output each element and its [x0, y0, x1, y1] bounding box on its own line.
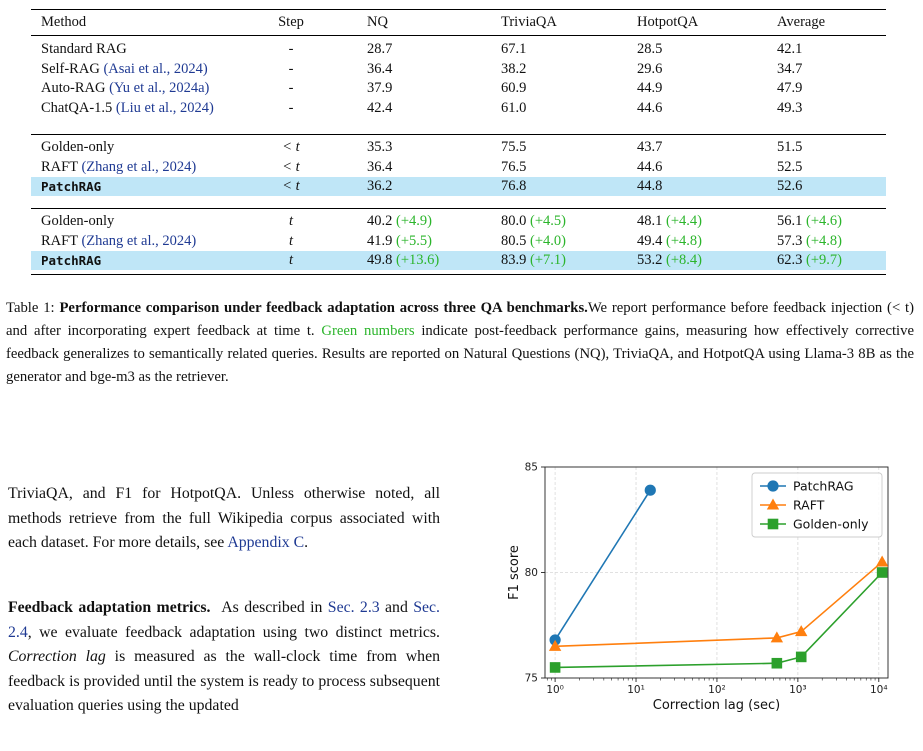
header-nq: NQ: [367, 14, 388, 30]
average-value: 42.1: [777, 41, 803, 57]
nq-value: 40.2: [367, 213, 393, 229]
triviaqa-value: 61.0: [501, 99, 527, 116]
hotpotqa-cell: [637, 251, 702, 270]
nq-cell: [367, 232, 432, 251]
data-point-raft: [876, 555, 888, 566]
triviaqa-value: 80.5: [501, 232, 527, 249]
triviaqa-cell: [501, 60, 526, 79]
header-triviaqa: TriviaQA: [501, 14, 557, 30]
nq-cell: [367, 99, 392, 118]
method-cell: [41, 212, 114, 231]
caption-text-1: We report performance before feedback injection (< t) and after incorporating expert feedback at time t.: [6, 300, 915, 339]
step-cell: -: [288, 99, 294, 116]
caption-text-2: indicate post-feedback performance gains, measuring how effectively corrective feedback generalizes to semantically related queries. Results are reported on Natural Questions (NQ), TriviaQA, and HotpotQA using Llama-3 8B as the generator and bge-m3 as the retriever.: [6, 323, 914, 385]
hotpotqa-cell: [637, 177, 662, 196]
step-cell: < t: [282, 178, 300, 194]
method-cell: [41, 99, 214, 118]
average-cell: [777, 251, 842, 270]
table-row: [31, 40, 886, 59]
table-bottom-rule: [31, 274, 886, 275]
x-tick-label: 10¹: [627, 684, 645, 696]
header-method: Method: [41, 14, 87, 30]
nq-value: 35.3: [367, 139, 393, 155]
triviaqa-value: 83.9: [501, 252, 527, 268]
hotpotqa-cell: [637, 232, 702, 251]
nq-gain: (+5.5): [396, 232, 432, 249]
hotpotqa-cell: [637, 212, 702, 231]
hotpotqa-value: 44.6: [637, 158, 663, 175]
y-tick-label: 80: [524, 567, 538, 579]
nq-cell: [367, 177, 392, 196]
data-point-patchrag: [645, 485, 656, 496]
table-group-rule: [31, 208, 886, 209]
triviaqa-gain: (+4.0): [530, 232, 566, 249]
step-cell: -: [288, 60, 294, 77]
triviaqa-cell: [501, 40, 526, 59]
method-cell: [41, 251, 101, 271]
data-point-golden-only: [772, 658, 783, 669]
triviaqa-value: 67.1: [501, 41, 527, 57]
method-name: Auto-RAG: [41, 80, 110, 96]
series-line-golden-only: [555, 573, 882, 668]
nq-value: 36.2: [367, 178, 393, 194]
data-point-golden-only: [877, 567, 888, 578]
sec-2-3-link[interactable]: Sec. 2.3: [327, 599, 380, 616]
step-cell: -: [288, 80, 294, 96]
method-cell: [41, 177, 101, 197]
header-hotpotqa: HotpotQA: [637, 14, 699, 30]
table-row: [31, 158, 886, 177]
average-cell: [777, 138, 802, 157]
average-cell: [777, 232, 842, 251]
step-cell: t: [288, 252, 294, 268]
method-name: Standard RAG: [41, 41, 127, 57]
nq-cell: [367, 251, 439, 270]
body-paragraph-2: [8, 596, 440, 719]
hotpotqa-value: 43.7: [637, 139, 663, 155]
triviaqa-cell: [501, 212, 566, 231]
table-row: [31, 177, 886, 196]
triviaqa-value: 60.9: [501, 80, 527, 96]
nq-cell: [367, 79, 392, 98]
method-name: Golden-only: [41, 139, 115, 155]
average-gain: (+4.8): [806, 232, 842, 249]
legend-marker-patchrag: [767, 480, 778, 491]
table-top-rule: [31, 9, 886, 10]
method-name: RAFT: [41, 232, 82, 249]
table-group-rule: [31, 134, 886, 135]
method-name: PatchRAG: [41, 253, 102, 268]
table-header-row: [31, 13, 886, 32]
p1-end: .: [304, 534, 309, 551]
average-value: 52.6: [777, 178, 803, 194]
triviaqa-value: 38.2: [501, 60, 527, 77]
p2-text-b: and: [379, 599, 414, 616]
method-name: Golden-only: [41, 213, 115, 229]
p2-text-c: , we evaluate feedback adaptation using two distinct metrics.: [27, 623, 440, 641]
legend-label-patchrag: PatchRAG: [793, 478, 854, 494]
hotpotqa-gain: (+4.8): [666, 232, 702, 249]
triviaqa-cell: [501, 138, 526, 157]
p1-text: TriviaQA, and F1 for HotpotQA. Unless otherwise noted, all methods retrieve from the full Wikipedia corpus associated with each dataset. For more details, see: [8, 485, 440, 551]
average-value: 52.5: [777, 158, 803, 175]
hotpotqa-value: 28.5: [637, 41, 663, 57]
table-row: [31, 232, 886, 251]
nq-cell: [367, 40, 392, 59]
method-name: ChatQA-1.5: [41, 99, 116, 116]
method-cell: [41, 40, 127, 59]
method-cell: [41, 79, 209, 98]
average-value: 57.3: [777, 232, 803, 249]
step-cell: t: [288, 232, 294, 249]
hotpotqa-cell: [637, 79, 662, 98]
hotpotqa-value: 44.9: [637, 80, 663, 96]
triviaqa-value: 76.5: [501, 158, 527, 175]
average-cell: [777, 158, 802, 177]
hotpotqa-gain: (+4.4): [666, 213, 702, 229]
legend-label-golden-only: Golden-only: [793, 516, 869, 532]
hotpotqa-gain: (+8.4): [666, 252, 702, 268]
hotpotqa-value: 44.8: [637, 178, 663, 194]
triviaqa-gain: (+4.5): [530, 213, 566, 229]
nq-value: 36.4: [367, 60, 393, 77]
citation-link[interactable]: (Zhang et al., 2024): [81, 158, 197, 175]
step-cell: -: [288, 41, 294, 57]
average-cell: [777, 40, 802, 59]
table-caption: [6, 297, 914, 389]
nq-value: 42.4: [367, 99, 393, 116]
table-row: [31, 79, 886, 98]
average-value: 62.3: [777, 252, 803, 268]
table-row: [31, 60, 886, 79]
citation-link[interactable]: (Yu et al., 2024a): [109, 80, 210, 96]
average-value: 56.1: [777, 213, 803, 229]
hotpotqa-cell: [637, 158, 662, 177]
step-cell: < t: [282, 158, 300, 175]
hotpotqa-cell: [637, 40, 662, 59]
step-cell: t: [288, 213, 294, 229]
triviaqa-gain: (+7.1): [530, 252, 566, 268]
hotpotqa-cell: [637, 138, 662, 157]
caption-bold: Performance comparison under feedback adaptation across three QA benchmarks.: [59, 300, 588, 316]
method-cell: [41, 138, 114, 157]
step-cell: < t: [282, 139, 300, 155]
triviaqa-value: 75.5: [501, 139, 527, 155]
x-tick-label: 10⁴: [869, 684, 888, 696]
y-axis-label: F1 score: [507, 545, 522, 600]
table-row: [31, 138, 886, 157]
method-cell: [41, 60, 208, 79]
correction-lag-term: Correction lag: [8, 648, 106, 665]
triviaqa-value: 76.8: [501, 178, 527, 194]
correction-lag-chart: [494, 458, 904, 728]
hotpotqa-value: 48.1: [637, 213, 663, 229]
hotpotqa-cell: [637, 99, 662, 118]
average-cell: [777, 79, 802, 98]
nq-value: 49.8: [367, 252, 393, 268]
sec-2-4-link[interactable]: Sec. 2.4: [8, 599, 441, 641]
hotpotqa-value: 53.2: [637, 252, 663, 268]
caption-green-text: Green numbers: [321, 323, 415, 339]
data-point-raft: [795, 625, 807, 636]
average-cell: [777, 177, 802, 196]
table-row: [31, 212, 886, 231]
header-step: Step: [278, 14, 304, 30]
section-heading: Feedback adaptation metrics.: [8, 599, 211, 616]
triviaqa-cell: [501, 158, 526, 177]
y-tick-label: 75: [524, 672, 538, 685]
p2-text-a: As described in: [221, 599, 328, 616]
nq-value: 36.4: [367, 158, 393, 175]
hotpotqa-value: 44.6: [637, 99, 663, 116]
average-value: 51.5: [777, 139, 803, 155]
triviaqa-cell: [501, 79, 526, 98]
citation-link[interactable]: (Liu et al., 2024): [115, 99, 214, 116]
legend-label-raft: RAFT: [793, 497, 825, 513]
method-name: RAFT: [41, 158, 82, 175]
method-name: Self-RAG: [41, 60, 104, 77]
citation-link[interactable]: (Zhang et al., 2024): [81, 232, 197, 249]
data-point-golden-only: [796, 652, 807, 663]
table-row: [31, 251, 886, 270]
average-value: 49.3: [777, 99, 803, 116]
average-gain: (+4.6): [806, 213, 842, 229]
y-tick-label: 85: [524, 461, 538, 474]
nq-value: 28.7: [367, 41, 393, 57]
hotpotqa-value: 49.4: [637, 232, 663, 249]
legend-marker-golden-only: [768, 519, 779, 530]
x-tick-label: 10²: [708, 684, 726, 696]
average-gain: (+9.7): [806, 252, 842, 268]
caption-label: Table 1:: [6, 300, 60, 316]
triviaqa-cell: [501, 177, 526, 196]
triviaqa-cell: [501, 251, 566, 270]
method-cell: [41, 232, 196, 251]
nq-gain: (+13.6): [396, 252, 440, 268]
appendix-c-link[interactable]: Appendix C: [227, 534, 305, 551]
p2-text-d: is measured as the wall-clock time from when feedback is provided until the system is ready to process subsequent evaluation queries using the updated: [8, 648, 440, 714]
average-value: 47.9: [777, 80, 803, 96]
data-point-golden-only: [550, 662, 561, 673]
method-name: PatchRAG: [41, 179, 102, 194]
method-cell: [41, 158, 196, 177]
triviaqa-cell: [501, 232, 566, 251]
series-line-raft: [555, 562, 882, 646]
average-cell: [777, 60, 802, 79]
table-header-rule: [31, 35, 886, 36]
average-cell: [777, 99, 802, 118]
nq-cell: [367, 138, 392, 157]
x-tick-label: 10³: [789, 684, 807, 696]
average-value: 34.7: [777, 60, 803, 77]
x-tick-label: 10⁰: [546, 684, 564, 696]
nq-value: 41.9: [367, 232, 393, 249]
nq-cell: [367, 60, 392, 79]
triviaqa-cell: [501, 99, 526, 118]
nq-cell: [367, 212, 432, 231]
nq-gain: (+4.9): [396, 213, 432, 229]
nq-cell: [367, 158, 392, 177]
average-cell: [777, 212, 842, 231]
x-axis-label: Correction lag (sec): [652, 698, 781, 713]
triviaqa-value: 80.0: [501, 213, 527, 229]
header-average: Average: [777, 14, 826, 30]
table-row: [31, 99, 886, 118]
citation-link[interactable]: (Asai et al., 2024): [103, 60, 208, 77]
hotpotqa-cell: [637, 60, 662, 79]
hotpotqa-value: 29.6: [637, 60, 663, 77]
body-paragraph-1: [8, 482, 440, 556]
nq-value: 37.9: [367, 80, 393, 96]
